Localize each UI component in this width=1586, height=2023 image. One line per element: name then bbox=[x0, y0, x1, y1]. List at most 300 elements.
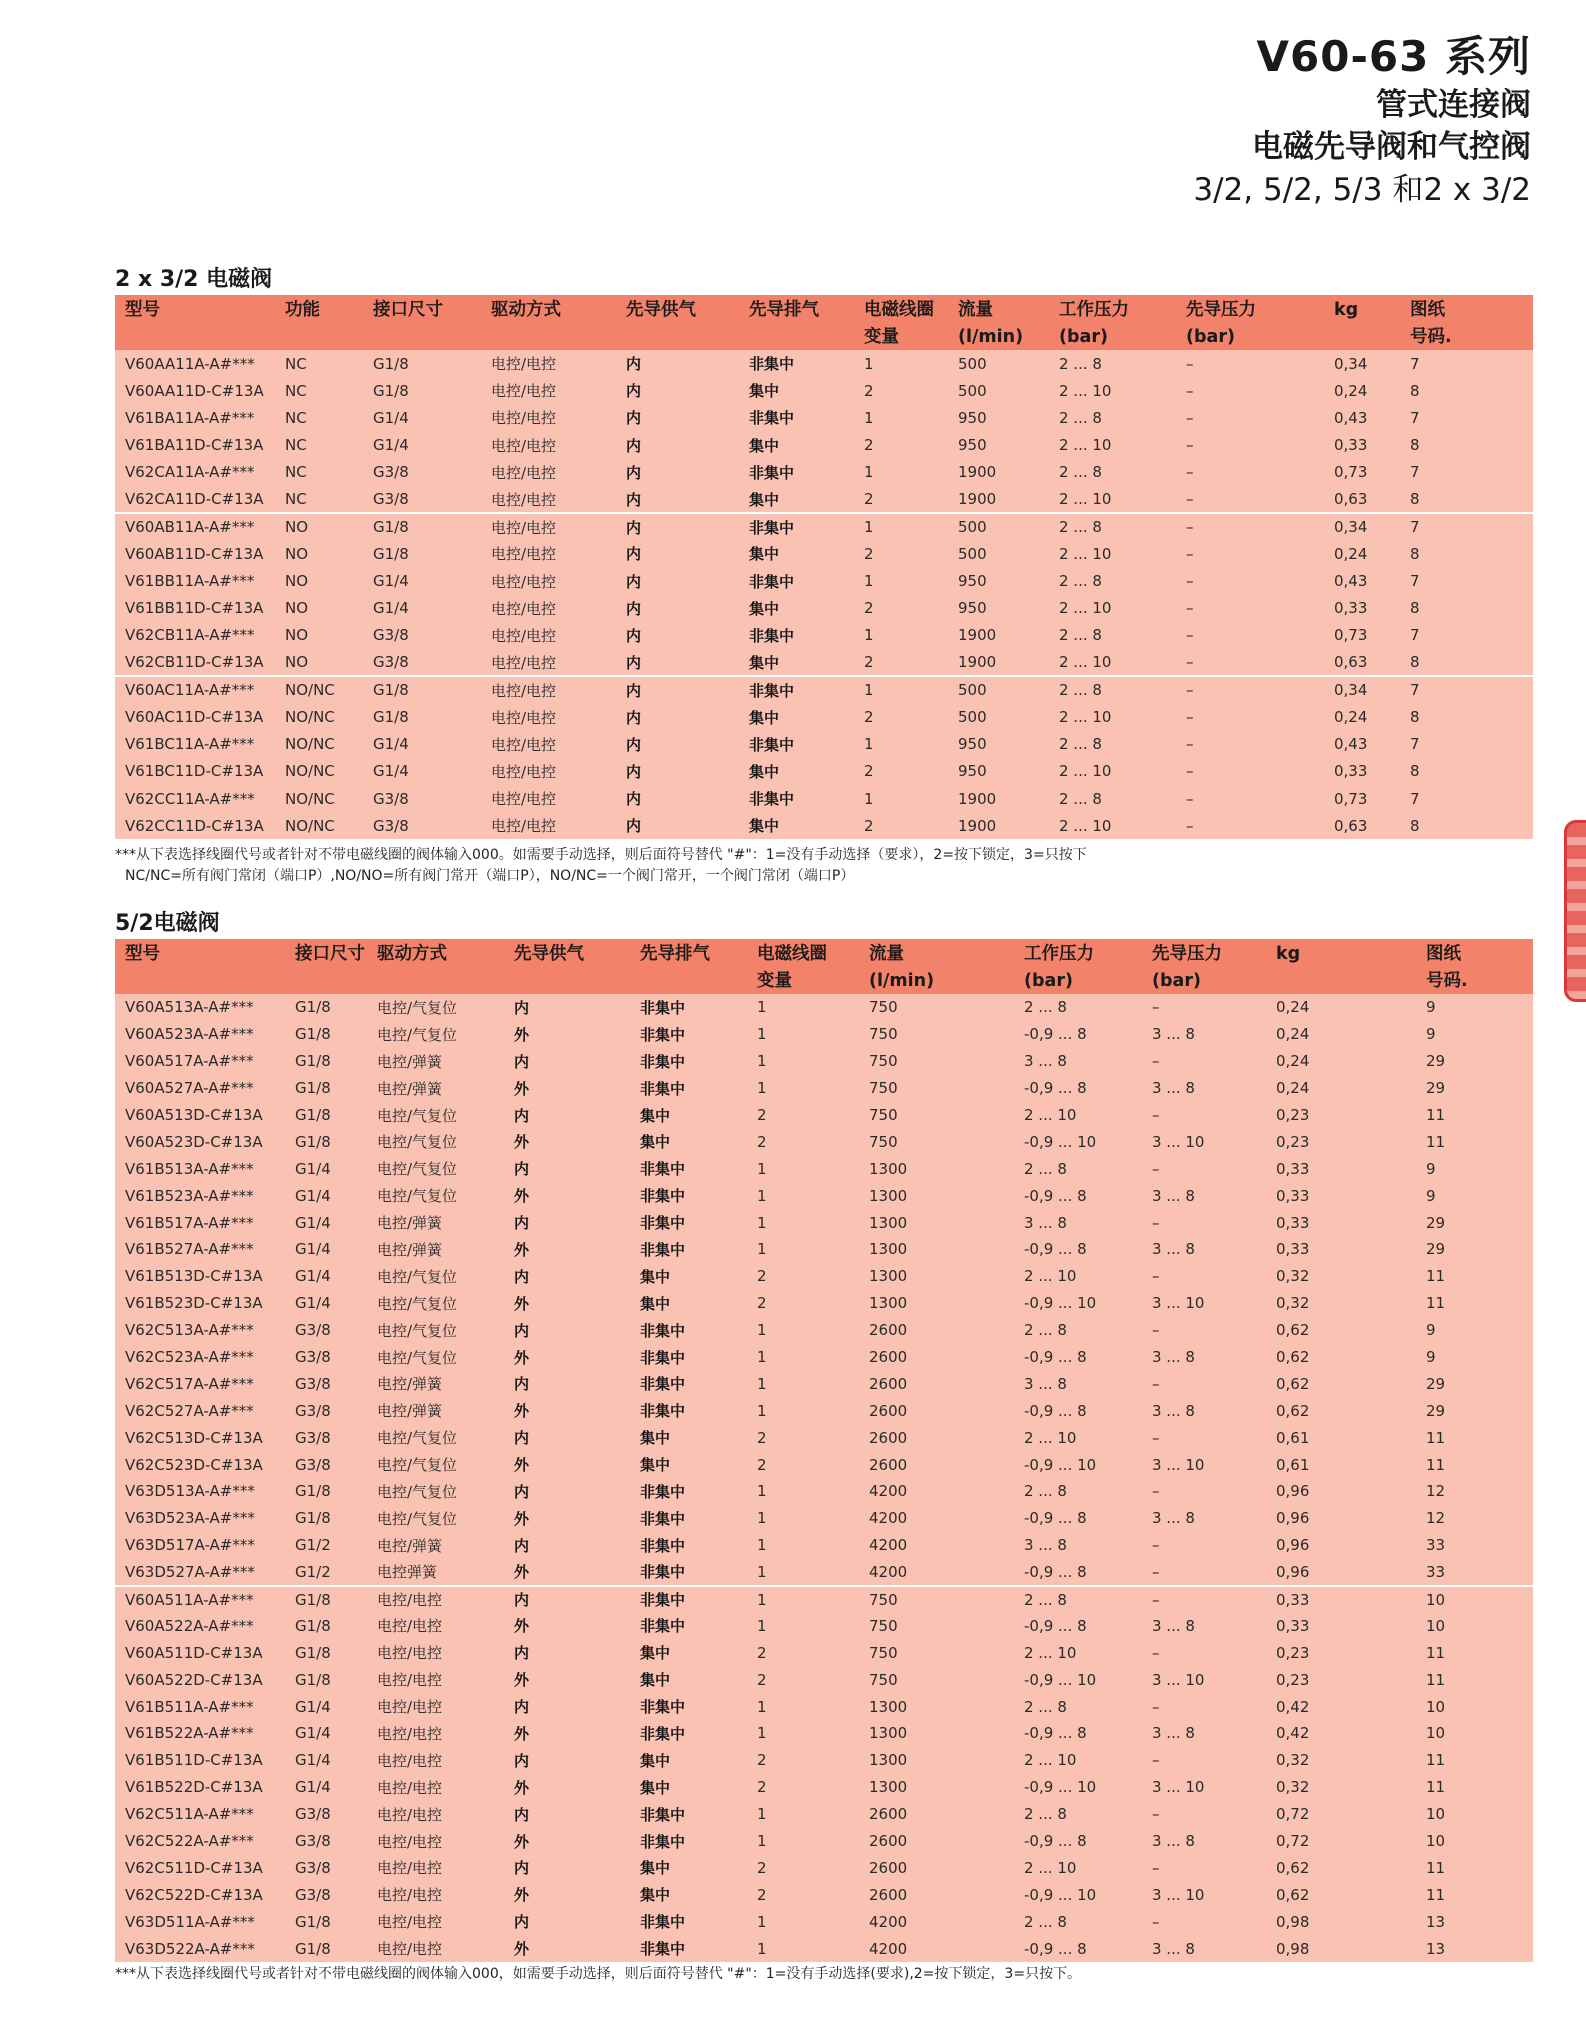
table-cell: 33 bbox=[1426, 1562, 1446, 1581]
table-cell: 500 bbox=[958, 354, 987, 373]
table-cell: 内 bbox=[514, 1482, 530, 1501]
table-cell: – bbox=[1186, 490, 1194, 509]
table-cell: G3/8 bbox=[295, 1321, 331, 1340]
table-cell: 电控/电控 bbox=[491, 653, 557, 672]
table-cell: 3 ... 10 bbox=[1152, 1885, 1205, 1904]
table-cell: 7 bbox=[1410, 408, 1420, 427]
table-cell: 2 ... 10 bbox=[1059, 599, 1112, 618]
table-cell: 0,72 bbox=[1276, 1832, 1310, 1851]
table-cell: 非集中 bbox=[640, 1402, 686, 1421]
table-header bbox=[115, 295, 1533, 350]
table-cell: 0,24 bbox=[1276, 1025, 1310, 1044]
table-row bbox=[115, 350, 1533, 377]
table-cell: NO/NC bbox=[285, 708, 335, 727]
column-header: kg bbox=[1276, 944, 1301, 964]
table-cell: – bbox=[1186, 544, 1194, 563]
table-cell: 非集中 bbox=[640, 1214, 686, 1233]
table-cell: V63D517A-A#*** bbox=[125, 1536, 255, 1555]
column-header bbox=[616, 324, 739, 350]
table-cell: 0,63 bbox=[1334, 653, 1368, 672]
table-cell: 7 bbox=[1410, 572, 1420, 591]
table-cell: 电控/电控 bbox=[377, 1644, 443, 1663]
table-cell: 非集中 bbox=[640, 1805, 686, 1824]
table-cell: 1900 bbox=[958, 789, 997, 808]
table-cell: 内 bbox=[514, 1214, 530, 1233]
table-cell: 1 bbox=[757, 1482, 767, 1501]
table-cell: 2600 bbox=[869, 1805, 908, 1824]
table-cell: G1/4 bbox=[295, 1751, 331, 1770]
table-cell: 电控/气复位 bbox=[377, 1133, 458, 1152]
table-cell: 电控弹簧 bbox=[377, 1563, 438, 1582]
table-cell: 3 ... 8 bbox=[1152, 1401, 1195, 1420]
table-cell: 电控/电控 bbox=[377, 1724, 443, 1743]
header-row bbox=[115, 939, 1533, 968]
table-cell: 1 bbox=[757, 1025, 767, 1044]
table-cell: 0,96 bbox=[1276, 1482, 1310, 1501]
table-row bbox=[115, 622, 1533, 649]
table-cell: 1900 bbox=[958, 653, 997, 672]
table-cell: V61B522A-A#*** bbox=[125, 1724, 254, 1743]
table-cell: 9 bbox=[1426, 1348, 1436, 1367]
table-cell: V62C522D-C#13A bbox=[125, 1885, 263, 1904]
table-cell: 3 ... 8 bbox=[1152, 1079, 1195, 1098]
subtitle-connection: 管式连接阀 bbox=[1376, 87, 1531, 123]
table-cell: NO/NC bbox=[285, 762, 335, 781]
table-cell: 3 ... 8 bbox=[1152, 1186, 1195, 1205]
table-cell: 集中 bbox=[640, 1133, 671, 1152]
table-cell: G1/8 bbox=[363, 513, 481, 540]
table-cell: 电控/电控 bbox=[377, 1859, 443, 1878]
table-cell: 集中 bbox=[749, 490, 780, 509]
table-cell: 12 bbox=[1426, 1482, 1446, 1501]
table-cell: 0,24 bbox=[1334, 544, 1368, 563]
table-cell: 0,34 bbox=[1324, 513, 1400, 540]
table-cell: 2 ... 8 bbox=[1024, 998, 1067, 1017]
table-cell: 2 bbox=[757, 1132, 767, 1151]
table-cell: V60A523A-A#*** bbox=[125, 1025, 254, 1044]
table-cell: 非集中 bbox=[640, 1698, 686, 1717]
table-cell: 非集中 bbox=[739, 676, 854, 703]
table-cell: V61BB11A-A#*** bbox=[125, 572, 255, 591]
table-row bbox=[115, 1128, 1533, 1155]
table-cell: 电控/电控 bbox=[491, 790, 557, 809]
table-cell: – bbox=[1152, 1536, 1160, 1555]
table-cell: 750 bbox=[869, 1132, 898, 1151]
table-cell: 500 bbox=[958, 544, 987, 563]
table-cell: V61B511A-A#*** bbox=[125, 1697, 254, 1716]
table-cell: 750 bbox=[869, 1052, 898, 1071]
table-cell: 集中 bbox=[749, 708, 780, 727]
table-cell: 500 bbox=[958, 381, 987, 400]
table-cell: NO/NC bbox=[285, 735, 335, 754]
table-cell: 11 bbox=[1426, 1643, 1446, 1662]
table-cell: -0,9 ... 8 bbox=[1024, 1616, 1087, 1635]
table-row bbox=[115, 1263, 1533, 1290]
table-cell: 950 bbox=[958, 572, 987, 591]
table-cell: 7 bbox=[1400, 676, 1533, 703]
table-cell: 11 bbox=[1426, 1428, 1446, 1447]
table-cell: – bbox=[1186, 354, 1194, 373]
table-cell: 2 ... 8 bbox=[1049, 513, 1176, 540]
table-cell: V62CB11D-C#13A bbox=[125, 653, 264, 672]
table-row bbox=[115, 459, 1533, 486]
table-cell: 2 ... 8 bbox=[1024, 1697, 1067, 1716]
table-cell: 2 ... 10 bbox=[1059, 762, 1112, 781]
table-cell: 1 bbox=[757, 1159, 767, 1178]
table-cell: – bbox=[1186, 463, 1194, 482]
table-cell: 非集中 bbox=[640, 1617, 686, 1636]
table-cell: 11 bbox=[1426, 1106, 1446, 1124]
table-cell: V62C511A-A#*** bbox=[125, 1805, 254, 1824]
table-cell: 内 bbox=[514, 1751, 530, 1770]
table-cell: 非集中 bbox=[640, 1160, 686, 1179]
table-cell: – bbox=[1152, 998, 1160, 1017]
table-cell: 1 bbox=[757, 1509, 767, 1528]
table-row bbox=[115, 486, 1533, 513]
table-cell: 集中 bbox=[749, 545, 780, 564]
column-header: (l/min) bbox=[869, 971, 935, 991]
column-header bbox=[504, 968, 630, 994]
table-cell: 0,24 bbox=[1334, 708, 1368, 727]
table-cell: 1300 bbox=[869, 1159, 908, 1178]
table-cell: – bbox=[1152, 1858, 1160, 1877]
column-header: 工作压力 bbox=[1059, 300, 1129, 320]
table-cell: 2 ... 8 bbox=[1059, 354, 1102, 373]
table-cell: 0,23 bbox=[1276, 1670, 1310, 1689]
table-cell: 3 ... 10 bbox=[1152, 1132, 1205, 1151]
table-cell: 500 bbox=[948, 676, 1049, 703]
table-cell: 2600 bbox=[869, 1858, 908, 1877]
table-cell: 33 bbox=[1426, 1536, 1446, 1555]
table-cell: 29 bbox=[1426, 1374, 1446, 1393]
table-cell: -0,9 ... 10 bbox=[1024, 1670, 1097, 1689]
table-cell: 3 ... 8 bbox=[1024, 1536, 1067, 1555]
column-header: 接口尺寸 bbox=[373, 300, 443, 320]
table-row bbox=[115, 1855, 1533, 1882]
table-row bbox=[115, 513, 1533, 540]
table-cell: V62CB11A-A#*** bbox=[125, 626, 255, 645]
column-header bbox=[275, 324, 363, 350]
table-cell: 电控/气复位 bbox=[377, 1025, 458, 1044]
table-cell: G1/8 bbox=[295, 1025, 331, 1044]
table-row bbox=[115, 1370, 1533, 1397]
table-cell: 集中 bbox=[640, 1429, 671, 1448]
table-cell: 2 bbox=[757, 1428, 767, 1447]
table-cell: 0,24 bbox=[1276, 1052, 1310, 1071]
column-header bbox=[115, 324, 275, 350]
table-cell: G1/8 bbox=[295, 998, 331, 1017]
table-cell: V60A513A-A#*** bbox=[125, 998, 254, 1017]
table-cell: 0,24 bbox=[1276, 998, 1310, 1017]
table-cell: V61BA11A-A#*** bbox=[125, 408, 255, 427]
table-cell: 8 bbox=[1410, 599, 1420, 618]
subtitle-functions: 3/2, 5/2, 5/3 和2 x 3/2 bbox=[1193, 172, 1531, 208]
table-cell: 非集中 bbox=[640, 1348, 686, 1367]
table-cell: 1900 bbox=[958, 816, 997, 835]
column-header: (l/min) bbox=[958, 327, 1024, 347]
table-row bbox=[115, 1935, 1533, 1962]
table-cell: 0,62 bbox=[1276, 1348, 1310, 1367]
table-cell: V61B513D-C#13A bbox=[125, 1267, 263, 1286]
table-cell: G1/4 bbox=[295, 1697, 331, 1716]
table-cell: 3 ... 8 bbox=[1152, 1616, 1195, 1635]
table-cell: 电控/电控 bbox=[491, 708, 557, 727]
table-cell: 1 bbox=[854, 676, 948, 703]
column-header: 电磁线圈 bbox=[864, 300, 934, 320]
column-header: 流量 bbox=[958, 300, 993, 320]
table-cell: V62CC11D-C#13A bbox=[125, 816, 264, 835]
table-cell: 11 bbox=[1426, 1858, 1446, 1877]
table-cell: – bbox=[1152, 1267, 1160, 1286]
table-cell: 3 ... 10 bbox=[1152, 1670, 1205, 1689]
table-cell: 电控/气复位 bbox=[377, 998, 458, 1017]
table-cell: 内 bbox=[626, 708, 642, 727]
section-title-52: 5/2电磁阀 bbox=[115, 911, 220, 936]
table-cell: 11 bbox=[1426, 1885, 1446, 1904]
table-row bbox=[115, 1586, 1533, 1613]
table-cell: 2 ... 8 bbox=[1059, 626, 1102, 645]
table-cell: 750 bbox=[859, 1586, 1014, 1613]
table-cell: 2 bbox=[864, 599, 874, 618]
table-cell: V60A522D-C#13A bbox=[125, 1670, 263, 1689]
table-cell: -0,9 ... 8 bbox=[1024, 1079, 1087, 1098]
table-cell: NC bbox=[285, 408, 307, 427]
table-cell: 8 bbox=[1410, 436, 1420, 455]
table-cell: 4200 bbox=[869, 1509, 908, 1528]
table-cell: 750 bbox=[869, 1079, 898, 1098]
table-cell: 2 ... 8 bbox=[1024, 1805, 1067, 1824]
table-cell: 11 bbox=[1426, 1778, 1446, 1797]
table-cell: 0,24 bbox=[1334, 381, 1368, 400]
table-cell: 7 bbox=[1410, 354, 1420, 373]
table-cell: 内 bbox=[514, 1429, 530, 1448]
table-cell: 1 bbox=[757, 1939, 767, 1958]
table-body bbox=[115, 350, 1533, 839]
table-cell: 2 bbox=[864, 762, 874, 781]
table-cell: 7 bbox=[1410, 789, 1420, 808]
table-cell: 2 bbox=[757, 1885, 767, 1904]
table-cell: 内 bbox=[514, 1859, 530, 1878]
table-cell: 1300 bbox=[869, 1240, 908, 1259]
table-cell: 950 bbox=[958, 436, 987, 455]
table-cell: G1/8 bbox=[295, 1643, 331, 1662]
table-cell: – bbox=[1186, 816, 1194, 835]
table-cell: 2600 bbox=[869, 1428, 908, 1447]
table-cell: G1/8 bbox=[373, 354, 409, 373]
column-header bbox=[285, 968, 367, 994]
table-row bbox=[115, 1881, 1533, 1908]
table-cell: 1 bbox=[757, 1348, 767, 1367]
table-cell: – bbox=[1142, 1586, 1266, 1613]
column-header: (bar) bbox=[1186, 327, 1235, 347]
table-cell: – bbox=[1186, 408, 1194, 427]
table-cell: 非集中 bbox=[640, 1536, 686, 1555]
table-cell: 集中 bbox=[749, 599, 780, 618]
column-header: 变量 bbox=[864, 327, 899, 347]
table-cell: – bbox=[1186, 626, 1194, 645]
table-cell: 内 bbox=[514, 1805, 530, 1824]
table-cell: 1 bbox=[757, 1079, 767, 1098]
table-cell: 2 ... 10 bbox=[1024, 1106, 1077, 1124]
table-cell: 8 bbox=[1410, 653, 1420, 672]
table-cell: G1/4 bbox=[373, 572, 409, 591]
table-52 bbox=[115, 939, 1533, 1962]
table-cell: NO bbox=[285, 572, 309, 591]
table-cell: 外 bbox=[514, 1240, 530, 1259]
table-cell: G3/8 bbox=[295, 1858, 331, 1877]
table-row bbox=[115, 1505, 1533, 1532]
table-cell: G1/2 bbox=[295, 1536, 331, 1555]
table-cell: 2 ... 10 bbox=[1059, 544, 1112, 563]
table-cell: 2 ... 10 bbox=[1059, 490, 1112, 509]
table-cell: 内 bbox=[626, 790, 642, 809]
table-cell: G1/8 bbox=[295, 1616, 331, 1635]
column-header: 驱动方式 bbox=[377, 944, 447, 964]
table-cell: 1 bbox=[864, 408, 874, 427]
table-cell: – bbox=[1186, 735, 1194, 754]
table-2x32 bbox=[115, 295, 1533, 839]
table-row bbox=[115, 1102, 1533, 1129]
table-cell: 3 ... 8 bbox=[1152, 1025, 1195, 1044]
table-cell: V63D527A-A#*** bbox=[125, 1562, 255, 1581]
table-row bbox=[115, 1451, 1533, 1478]
table-cell: 非集中 bbox=[630, 1586, 747, 1613]
table-cell: 9 bbox=[1426, 1186, 1436, 1205]
table-row bbox=[115, 1532, 1533, 1559]
column-header bbox=[630, 968, 747, 994]
table-cell: G1/4 bbox=[373, 436, 409, 455]
table-cell: V61BA11D-C#13A bbox=[125, 436, 264, 455]
table-cell: -0,9 ... 10 bbox=[1024, 1455, 1097, 1474]
table-cell: 电控/电控 bbox=[491, 463, 557, 482]
table-cell: 2 ... 10 bbox=[1059, 708, 1112, 727]
table-cell: NO bbox=[275, 513, 363, 540]
table-cell: 外 bbox=[514, 1886, 530, 1905]
table-cell: 3 ... 8 bbox=[1152, 1348, 1195, 1367]
table-cell: V61B523A-A#*** bbox=[125, 1186, 254, 1205]
table-cell: 外 bbox=[514, 1187, 530, 1206]
table-cell: 外 bbox=[514, 1563, 530, 1582]
table-cell: 1300 bbox=[869, 1697, 908, 1716]
table-cell: 1 bbox=[757, 1240, 767, 1259]
table-cell: 电控/电控 bbox=[367, 1586, 504, 1613]
table-cell: 0,33 bbox=[1334, 599, 1368, 618]
table-cell: 0,23 bbox=[1276, 1643, 1310, 1662]
table-cell: V60AA11D-C#13A bbox=[125, 381, 264, 400]
table-cell: 0,62 bbox=[1276, 1374, 1310, 1393]
table-cell: 0,32 bbox=[1276, 1751, 1310, 1770]
table-cell: 2 ... 8 bbox=[1059, 463, 1102, 482]
table-cell: 2 bbox=[864, 490, 874, 509]
table-cell: NC bbox=[285, 490, 307, 509]
table-cell: – bbox=[1186, 708, 1194, 727]
table-cell: G3/8 bbox=[295, 1428, 331, 1447]
table-cell: G3/8 bbox=[373, 490, 409, 509]
table-cell: 电控/电控 bbox=[377, 1778, 443, 1797]
table-cell: 非集中 bbox=[640, 1832, 686, 1851]
table-cell: 集中 bbox=[640, 1886, 671, 1905]
table-cell: 外 bbox=[514, 1724, 530, 1743]
table-cell: 集中 bbox=[749, 382, 780, 401]
table-cell: 29 bbox=[1426, 1213, 1446, 1232]
table-cell: 电控/电控 bbox=[491, 817, 557, 836]
table-cell: G1/4 bbox=[295, 1159, 331, 1178]
table-cell: 11 bbox=[1426, 1455, 1446, 1474]
table-cell: 29 bbox=[1426, 1401, 1446, 1420]
table-cell: – bbox=[1176, 676, 1324, 703]
footnote: ***从下表选择线圈代号或者针对不带电磁线圈的阀体输入000，如需要手动选择，则后面符号替代 "#"：1=没有手动选择(要求),2=按下锁定，3=只按下。 bbox=[115, 1966, 1082, 1983]
table-cell: 0,42 bbox=[1276, 1697, 1310, 1716]
table-cell: 0,23 bbox=[1276, 1132, 1310, 1151]
table-cell: V60A523D-C#13A bbox=[125, 1132, 263, 1151]
table-cell: 3 ... 8 bbox=[1152, 1724, 1195, 1743]
table-cell: 内 bbox=[514, 1052, 530, 1071]
table-cell: 1300 bbox=[869, 1294, 908, 1313]
table-cell: 2 ... 10 bbox=[1024, 1267, 1077, 1286]
column-header: 型号 bbox=[125, 300, 160, 320]
table-cell: 8 bbox=[1410, 544, 1420, 563]
table-cell: 1 bbox=[864, 354, 874, 373]
table-cell: 电控/气复位 bbox=[377, 1482, 458, 1501]
table-row bbox=[115, 404, 1533, 431]
table-cell: 电控/电控 bbox=[377, 1751, 443, 1770]
table-cell: – bbox=[1152, 1159, 1160, 1178]
column-header: 图纸 bbox=[1426, 944, 1461, 964]
table-cell: -0,9 ... 8 bbox=[1024, 1240, 1087, 1259]
table-cell: V63D522A-A#*** bbox=[125, 1939, 255, 1958]
table-cell: 2 bbox=[757, 1643, 767, 1662]
table-row bbox=[115, 1828, 1533, 1855]
table-cell: 0,72 bbox=[1276, 1805, 1310, 1824]
table-cell: 1 bbox=[757, 1052, 767, 1071]
table-cell: 2 ... 10 bbox=[1024, 1428, 1077, 1447]
table-cell: 0,61 bbox=[1276, 1455, 1310, 1474]
table-row bbox=[115, 1639, 1533, 1666]
table-cell: 1 bbox=[757, 1697, 767, 1716]
table-cell: G1/8 bbox=[295, 1939, 331, 1958]
table-cell: 内 bbox=[626, 355, 642, 374]
table-cell: G3/8 bbox=[373, 626, 409, 645]
table-cell: 非集中 bbox=[749, 790, 795, 809]
table-cell: – bbox=[1186, 762, 1194, 781]
table-cell: 电控/气复位 bbox=[377, 1187, 458, 1206]
table-cell: 内 bbox=[626, 817, 642, 836]
table-cell: 0,33 bbox=[1276, 1213, 1310, 1232]
table-cell: 0,96 bbox=[1276, 1562, 1310, 1581]
table-cell: 13 bbox=[1426, 1939, 1446, 1958]
table-cell: 1 bbox=[864, 463, 874, 482]
table-cell: NO/NC bbox=[285, 816, 335, 835]
table-cell: 8 bbox=[1410, 490, 1420, 509]
table-cell: 11 bbox=[1426, 1267, 1446, 1286]
table-body bbox=[115, 994, 1533, 1962]
table-cell: 0,24 bbox=[1276, 1079, 1310, 1098]
column-header: 先导排气 bbox=[749, 300, 819, 320]
table-cell: 750 bbox=[869, 1616, 898, 1635]
table-cell: 2 bbox=[757, 1778, 767, 1797]
table-cell: -0,9 ... 8 bbox=[1024, 1939, 1087, 1958]
table-cell: 电控/弹簧 bbox=[377, 1214, 443, 1233]
table-row bbox=[115, 1236, 1533, 1263]
table-row bbox=[115, 1478, 1533, 1505]
table-row bbox=[115, 1344, 1533, 1371]
table-row bbox=[115, 1155, 1533, 1182]
table-cell: 集中 bbox=[640, 1456, 671, 1475]
table-row bbox=[115, 1908, 1533, 1935]
table-cell: 非集中 bbox=[640, 1187, 686, 1206]
table-cell: V62CA11D-C#13A bbox=[125, 490, 264, 509]
section-52 bbox=[115, 909, 1533, 1985]
